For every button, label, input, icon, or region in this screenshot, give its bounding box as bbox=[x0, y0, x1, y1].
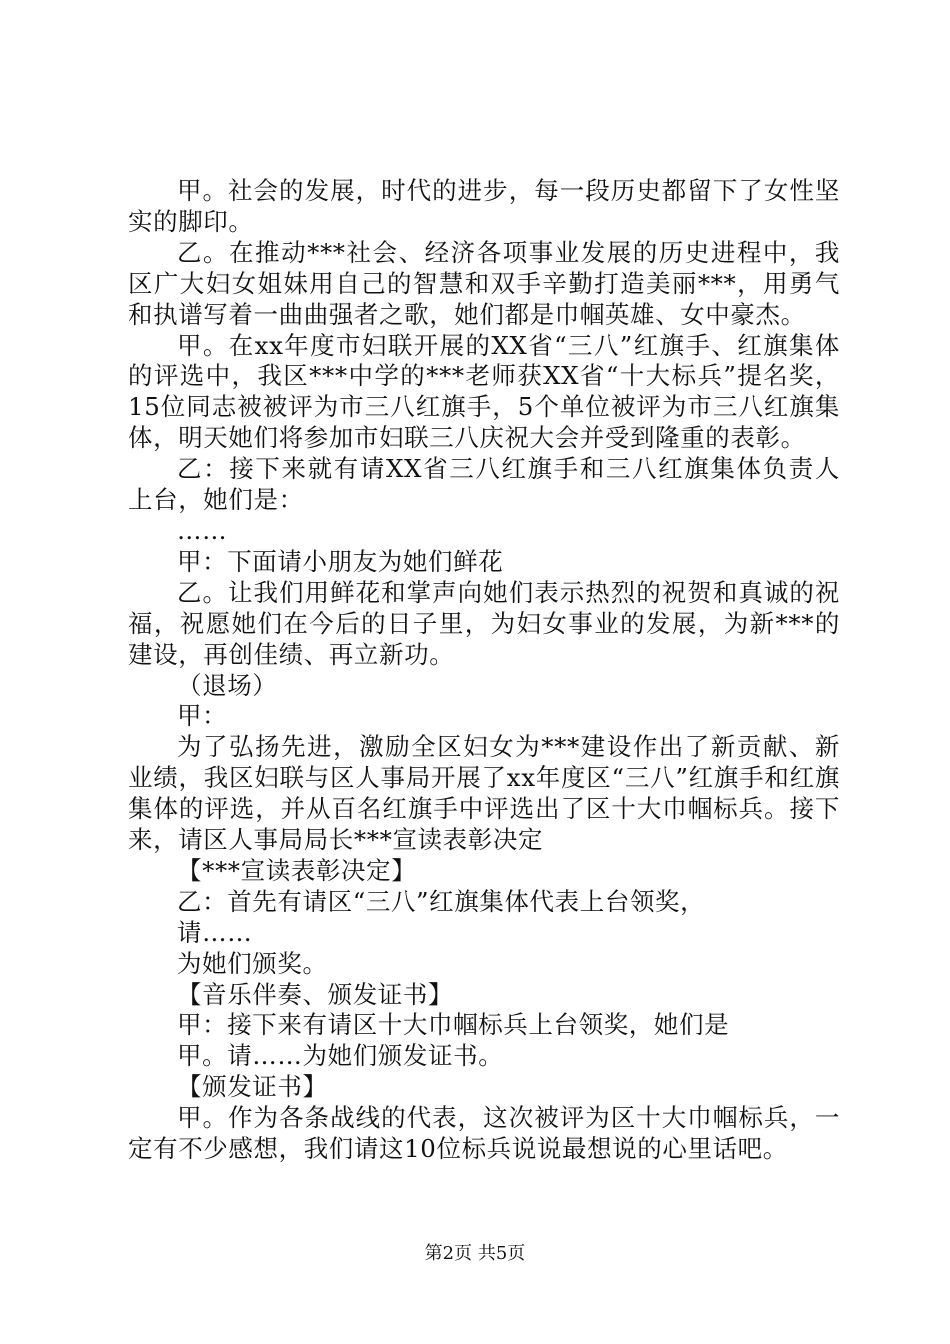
paragraph: 乙：接下来就有请XX省三八红旗手和三八红旗集体负责人上台，她们是： bbox=[128, 454, 840, 515]
paragraph: 乙。让我们用鲜花和掌声向她们表示热烈的祝贺和真诚的祝福，祝愿她们在今后的日子里，为妇女事业的发展，为新***的建设，再创佳绩、再立新功。 bbox=[128, 577, 840, 669]
paragraph: （退场） bbox=[177, 670, 278, 700]
paragraph: 甲。社会的发展，时代的进步，每一段历史都留下了女性坚实的脚印。 bbox=[128, 176, 840, 236]
document-body bbox=[128, 176, 840, 1165]
paragraph: 甲。作为各条战线的代表，这次被评为区十大巾帼标兵，一定有不少感想，我们请这10位标兵说说最想说的心里话吧。 bbox=[128, 1103, 840, 1164]
paragraph: 甲。请……为她们颁发证书。 bbox=[177, 1041, 504, 1071]
paragraph: 请…… bbox=[177, 917, 253, 947]
paragraph: 甲。在xx年度市妇联开展的XX省“三八”红旗手、红旗集体的评选中，我区***中学的***老师获XX省“十大标兵”提名奖，15位同志被被评为市三八红旗手，5个单位被评为市三八红旗集体，明天她们将参加市妇联三八庆祝大会并受到隆重的表彰。 bbox=[128, 330, 840, 453]
page-footer bbox=[0, 1243, 950, 1265]
paragraph: 为她们颁奖。 bbox=[177, 948, 328, 978]
paragraph: 乙。在推动***社会、经济各项事业发展的历史进程中，我区广大妇女姐妹用自己的智慧和双手辛勤打造美丽***，用勇气和执谱写着一曲曲强者之歌，她们都是巾帼英雄、女中豪杰。 bbox=[128, 237, 840, 329]
paragraph: 【颁发证书】 bbox=[177, 1072, 328, 1102]
paragraph: …… bbox=[177, 515, 228, 545]
paragraph: 为了弘扬先进，激励全区妇女为***建设作出了新贡献、新业绩，我区妇联与区人事局开展了xx年度区“三八”红旗手和红旗集体的评选，并从百名红旗手中评选出了区十大巾帼标兵。接下来，请区人事局局长***宣读表彰决定 bbox=[128, 732, 840, 855]
page-number: 第2页 共5页 bbox=[424, 1243, 526, 1264]
paragraph: 甲：接下来有请区十大巾帼标兵上台领奖，她们是 bbox=[177, 1010, 730, 1040]
paragraph: 【音乐伴奏、颁发证书】 bbox=[177, 979, 454, 1009]
paragraph: 甲： bbox=[177, 701, 228, 731]
paragraph: 乙：首先有请区“三八”红旗集体代表上台领奖， bbox=[177, 886, 706, 916]
paragraph: 甲：下面请小朋友为她们鲜花 bbox=[177, 546, 504, 576]
paragraph: 【***宣读表彰决定】 bbox=[177, 855, 417, 885]
